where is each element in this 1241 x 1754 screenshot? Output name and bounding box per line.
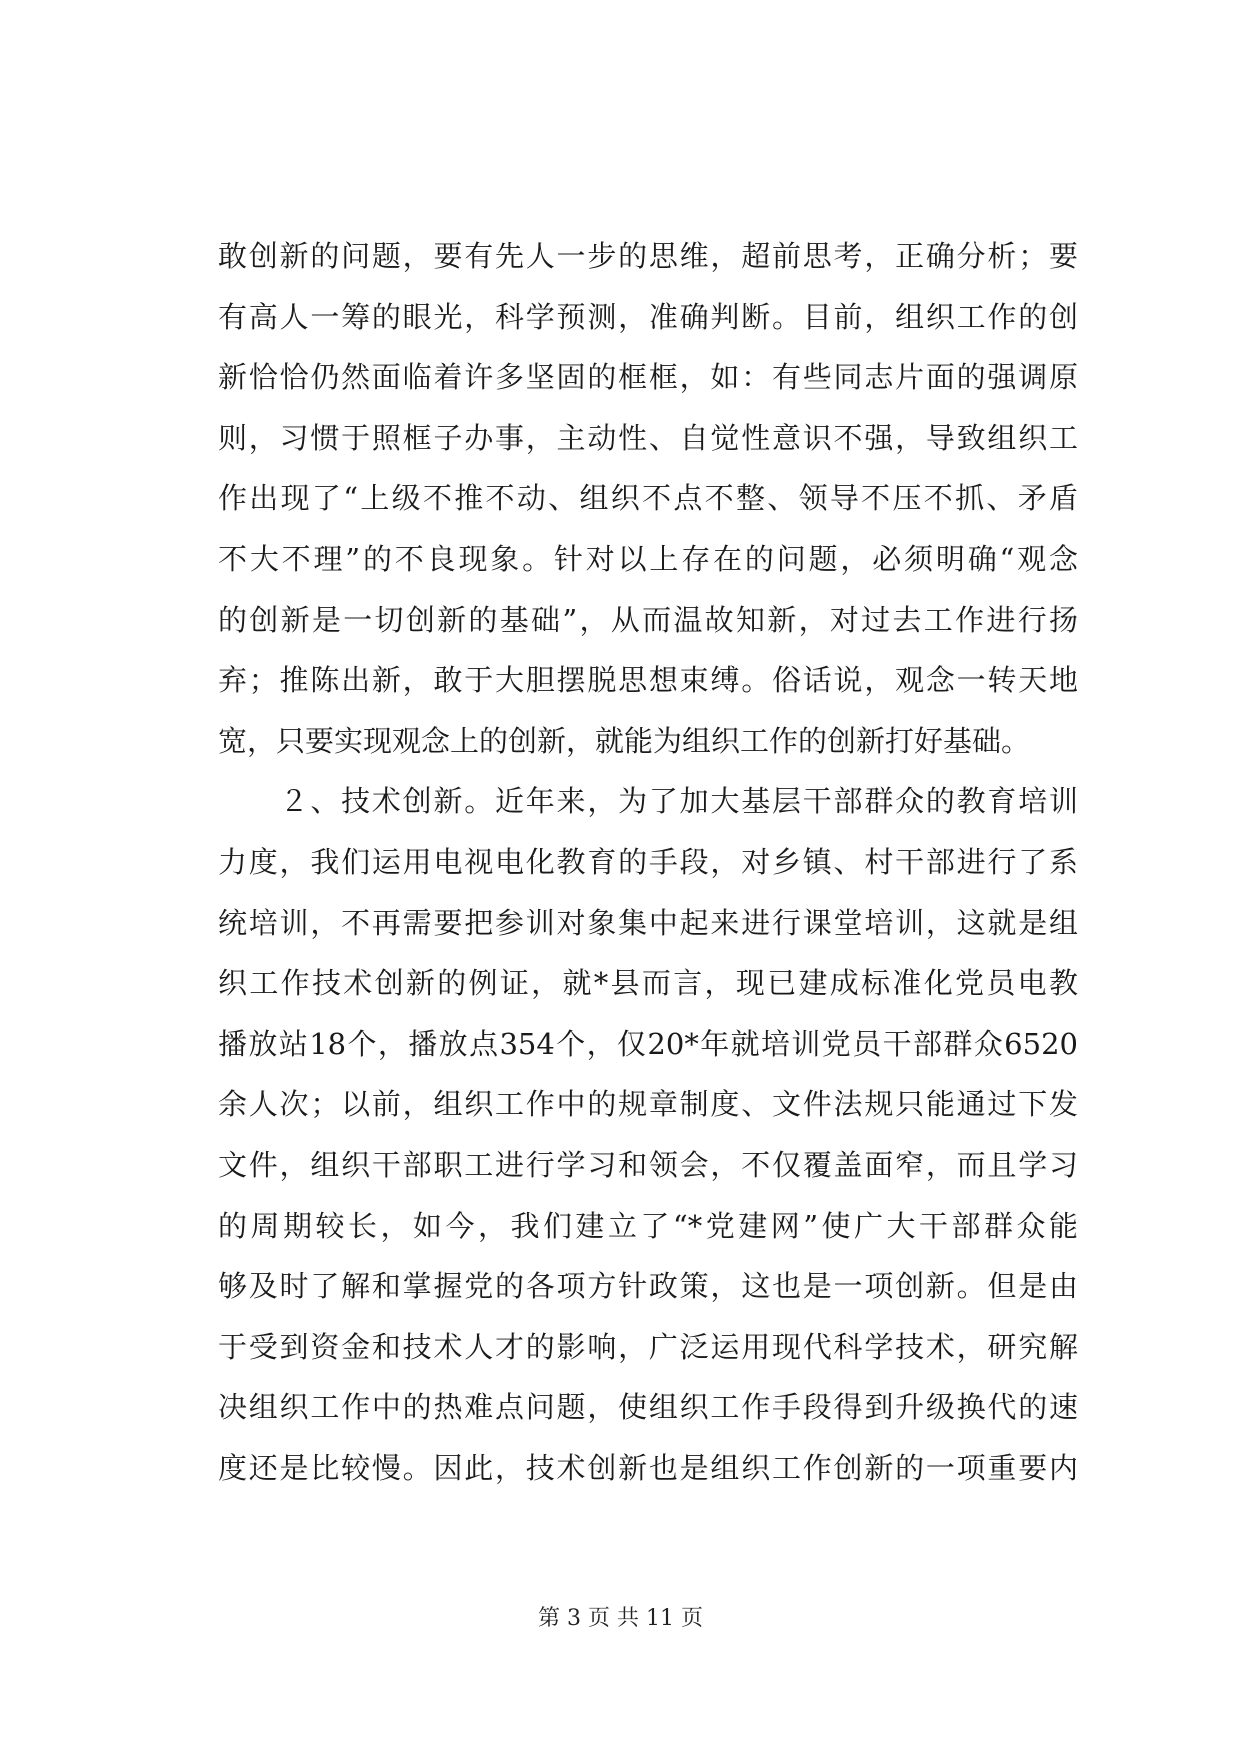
text-line: 敢创新的问题，要有先人一步的思维，超前思考，正确分析；要 [218, 239, 1078, 273]
text-line: 度还是比较慢。因此，技术创新也是组织工作创新的一项重要内 [218, 1450, 1078, 1485]
text-line: 的创新是一切创新的基础”，从而温故知新，对过去工作进行扬 [218, 602, 1078, 637]
document-body [218, 226, 1078, 1498]
text-line: 统培训，不再需要把参训对象集中起来进行课堂培训，这就是组 [218, 905, 1078, 940]
page-number-footer: 第 3 页 共 11 页 [538, 1606, 703, 1631]
text-line: 力度，我们运用电视电化教育的手段，对乡镇、村干部进行了系 [218, 844, 1078, 879]
text-line: 文件，组织干部职工进行学习和领会，不仅覆盖面窄，而且学习 [218, 1147, 1078, 1182]
text-line: 宽，只要实现观念上的创新，就能为组织工作的创新打好基础。 [218, 723, 1031, 758]
text-line: 于受到资金和技术人才的影响，广泛运用现代科学技术，研究解 [218, 1329, 1078, 1364]
text-line: 够及时了解和掌握党的各项方针政策，这也是一项创新。但是由 [218, 1269, 1078, 1304]
text-line: 的周期较长，如今，我们建立了“*党建网”使广大干部群众能 [218, 1208, 1078, 1243]
text-line: 决组织工作中的热难点问题，使组织工作手段得到升级换代的速 [218, 1390, 1078, 1425]
text-line: 余人次；以前，组织工作中的规章制度、文件法规只能通过下发 [218, 1087, 1078, 1122]
text-line: 则，习惯于照框子办事，主动性、自觉性意识不强，导致组织工 [218, 420, 1078, 455]
text-line: 作出现了“上级不推不动、组织不点不整、领导不压不抓、矛盾 [218, 481, 1078, 516]
text-line: 播放站18个，播放点354个，仅20*年就培训党员干部群众6520 [218, 1026, 1078, 1061]
text-line: 新恰恰仍然面临着许多坚固的框框，如：有些同志片面的强调原 [218, 360, 1078, 395]
text-line: 弃；推陈出新，敢于大胆摆脱思想束缚。俗话说，观念一转天地 [218, 663, 1078, 698]
text-line: 有高人一筹的眼光，科学预测，准确判断。目前，组织工作的创 [218, 299, 1078, 334]
text-line: ２、技术创新。近年来，为了加大基层干部群众的教育培训 [218, 784, 1078, 819]
text-line: 不大不理”的不良现象。针对以上存在的问题，必须明确“观念 [218, 541, 1078, 576]
text-line: 织工作技术创新的例证，就*县而言，现已建成标准化党员电教 [218, 966, 1078, 1001]
